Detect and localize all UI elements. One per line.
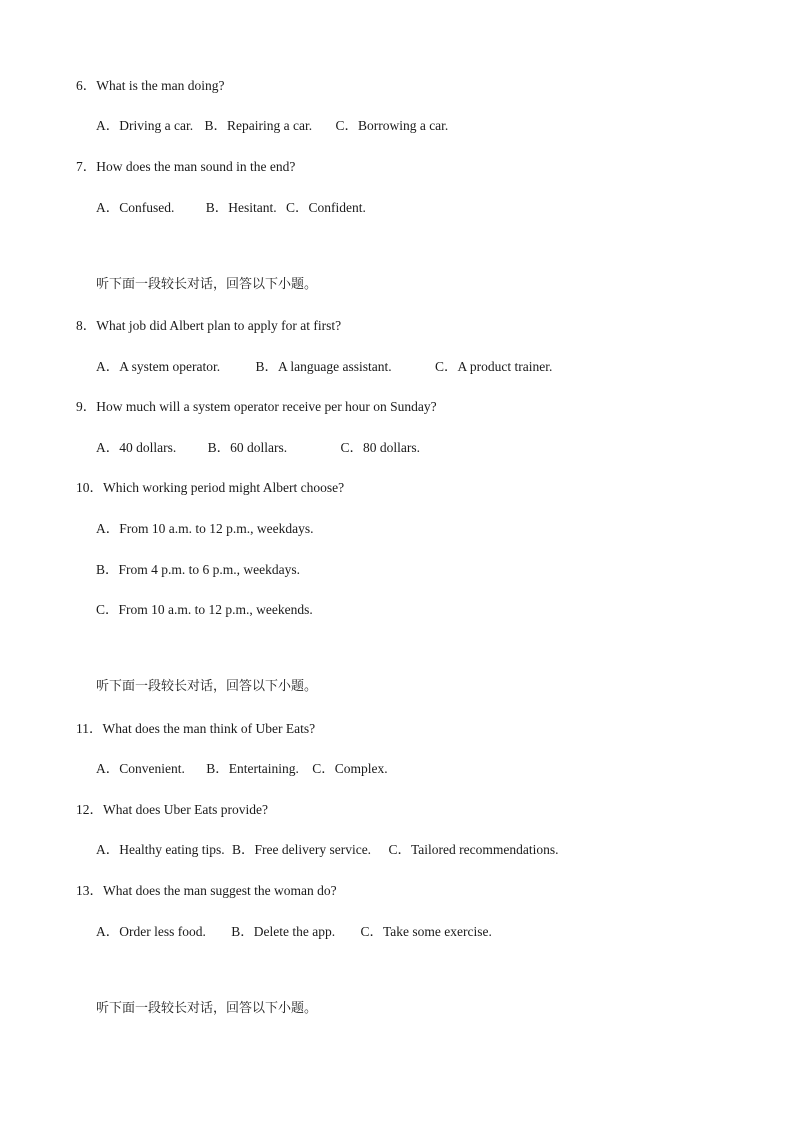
question-number: 11． [76,721,103,736]
option-b: B．60 dollars. [207,440,288,455]
question-text: What does Uber Eats provide? [103,802,268,817]
option-a: A．40 dollars. [96,440,177,455]
option-b: B．Repairing a car. [204,118,313,133]
option-b: B．Entertaining. [206,761,299,776]
question-11 [76,720,315,738]
question-text: What does the man think of Uber Eats? [102,721,316,736]
option-b: B．Delete the app. [231,924,336,939]
option-a: A．Confused. [96,200,175,215]
question-7 [76,158,295,176]
question-6 [76,77,224,95]
section-instruction: 听下面一段较长对话，回答以下小题。 [96,1001,318,1016]
option-c: C．Borrowing a car. [335,118,449,133]
question-13-options [96,923,492,941]
question-text: What does the man suggest the woman do? [103,883,337,898]
option-c: C．Take some exercise. [360,924,492,939]
question-text: How does the man sound in the end? [96,159,296,174]
question-number: 12． [76,802,103,817]
option-b: B．A language assistant. [255,359,392,374]
option-a: A．Driving a car. [96,118,194,133]
question-text: What job did Albert plan to apply for at first? [96,318,342,333]
question-8 [76,317,341,335]
option-b: B．Hesitant. [205,200,277,215]
question-number: 8． [76,318,97,333]
option-b: B．From 4 p.m. to 6 p.m., weekdays. [96,562,300,577]
question-text: How much will a system operator receive per hour on Sunday? [96,399,437,414]
question-text: Which working period might Albert choose? [103,480,345,495]
question-9 [76,398,437,416]
option-a: A．Healthy eating tips. [96,842,225,857]
question-8-options [96,358,552,376]
option-c: C．Complex. [312,761,388,776]
option-b: B．Free delivery service. [231,842,372,857]
question-text: What is the man doing? [96,78,225,93]
question-number: 10． [76,480,103,495]
option-a: A．Convenient. [96,761,185,776]
option-c: C．Tailored recommendations. [388,842,559,857]
question-7-options [96,199,366,217]
question-9-options [96,439,420,457]
section-instruction: 听下面一段较长对话，回答以下小题。 [96,679,318,694]
question-number: 13． [76,883,103,898]
option-c: C．A product trainer. [434,359,553,374]
question-13 [76,882,337,900]
section-instruction: 听下面一段较长对话，回答以下小题。 [96,277,318,292]
option-c: C．From 10 a.m. to 12 p.m., weekends. [96,602,313,617]
option-a: A．Order less food. [96,924,206,939]
question-11-options [96,760,388,778]
option-c: C．Confident. [286,200,366,215]
option-c: C．80 dollars. [340,440,420,455]
question-12-options [96,841,558,859]
question-10 [76,479,344,497]
question-number: 6． [76,78,97,93]
question-12 [76,801,268,819]
question-number: 9． [76,399,97,414]
option-a: A．A system operator. [96,359,221,374]
question-number: 7． [76,159,97,174]
question-6-options [96,117,448,135]
option-a: A．From 10 a.m. to 12 p.m., weekdays. [96,521,314,536]
